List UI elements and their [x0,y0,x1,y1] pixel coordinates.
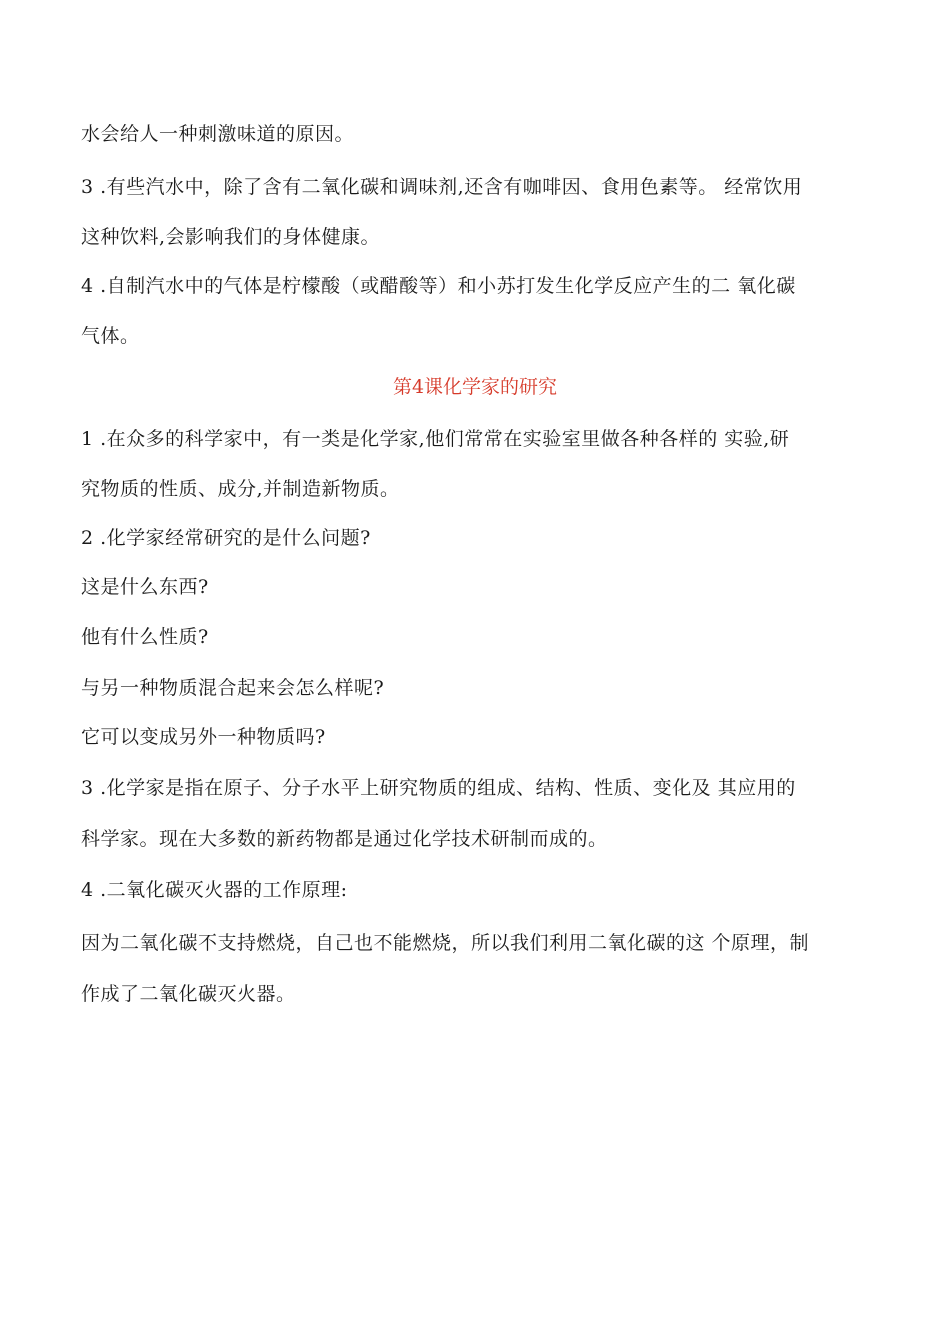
text-line: 气体。 [81,325,140,347]
text-line: 与另一种物质混合起来会怎么样呢? [81,677,385,699]
text-line: 2 .化学家经常研究的是什么问题? [81,527,371,549]
text-line: 3 .有些汽水中，除了含有二氧化碳和调味剂,还含有咖啡因、食用色素等。 经常饮用 [81,176,803,198]
text-line: 作成了二氧化碳灭火器。 [81,983,296,1005]
text-line: 1 .在众多的科学家中，有一类是化学家,他们常常在实验室里做各种各样的 实验,研 [81,428,790,450]
text-line: 4 .二氧化碳灭火器的工作原理: [81,879,348,901]
section-title: 第4课化学家的研究 [392,376,558,398]
text-line: 3 .化学家是指在原子、分子水平上研究物质的组成、结构、性质、变化及 其应用的 [81,777,796,799]
text-line: 科学家。现在大多数的新药物都是通过化学技术研制而成的。 [81,828,608,850]
text-line: 这是什么东西? [81,576,209,598]
text-line: 4 .自制汽水中的气体是柠檬酸（或醋酸等）和小苏打发生化学反应产生的二 氧化碳 [81,275,796,297]
text-line: 因为二氧化碳不支持燃烧，自己也不能燃烧，所以我们利用二氧化碳的这 个原理，制 [81,932,810,954]
text-line: 水会给人一种刺激味道的原因。 [81,123,355,145]
text-line: 它可以变成另外一种物质吗? [81,726,326,748]
text-line: 他有什么性质? [81,626,209,648]
text-line: 这种饮料,会影响我们的身体健康。 [81,226,381,248]
text-line: 究物质的性质、成分,并制造新物质。 [81,478,400,500]
